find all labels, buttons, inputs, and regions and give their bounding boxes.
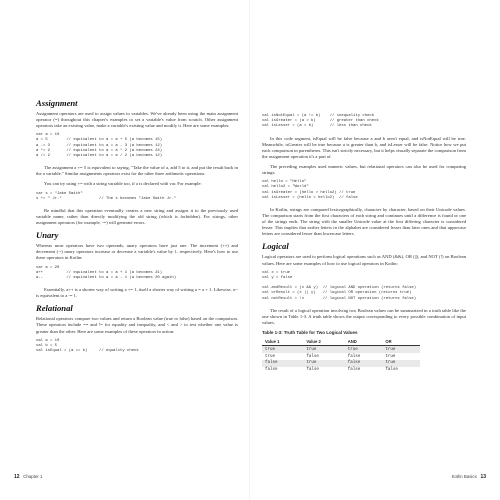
right-page [250, 0, 500, 500]
heading-unary: Unary [36, 230, 59, 241]
assignment-code-block: var a = 10 a = 5 // equivalent to a = a + 5 (a becomes 15) a -= 3 // equivalent to a = a - 3 (a becomes 12) a *= 2 // equivalent to a = a * 2 (a becomes 24) a /= 2 // equivalent to a = a / 2 (a becomes 12) [36, 133, 163, 159]
heading-logical: Logical [262, 241, 289, 252]
string-assignment-paragraph: You can try using += with a string variable too, if a is declared with var. For example: [44, 181, 202, 187]
relational-intro-paragraph: Relational operators compare two values and return a Boolean value (true or false) based on the comparison. These operators include == and != for equality and inequality, and < and > to test whether one value is greater than the other. Here are some examples of these operators in action: [36, 316, 238, 334]
relational-explanation-paragraph: In this code segment, isEqual will be false because a and b aren't equal, and isNotEqual will be true. Meanwhile, isGreater will be true because a is greater than b, and isLesser will be false. Notice how we put each comparison in parentheses. This isn't strictly necessary, but it helps visually separate the comparison from the assignment operation it's a part of. [262, 135, 466, 159]
table-cell: true [382, 360, 420, 367]
table-row [262, 360, 420, 367]
table-cell: false [385, 368, 398, 373]
table-cell: false [347, 354, 361, 359]
table-cell: false [306, 354, 319, 359]
assignment-intro-paragraph: Assignment operators are used to assign values to variables. We've already been using the main assignment operator (=) throughout this chapter's examples to set a variable's value from scratch. Other assignment operators take an existing value, make a variable's existing value and modify it. Here are some examples: [36, 111, 238, 129]
right-running-head: Kotlin Basics [451, 474, 477, 479]
table-cell: false [347, 368, 361, 373]
table-cell: true [303, 360, 344, 367]
table-cell: true [265, 354, 276, 359]
string-mutability-paragraph: Be mindful that this operation eventually creates a new string and assigns it to the previously used variable name, rather than directly modifying the old string (which is forbidden). For strings, other assignment operators (for example, -=) will generate errors. [36, 207, 238, 226]
string-assignment-code-block: var s = "Jake Smith" s += " Jr." // The s becomes "Jake Smith Jr." [36, 191, 177, 201]
table-cell: false [345, 360, 383, 367]
string-comparison-code-block: val hello = "Hello" val hello2 = "World" val isGreater = (hello > hello2) // true val isLesser = (hello < hello2) // false [262, 180, 358, 200]
right-page-number: 13 [480, 474, 486, 480]
table-cell: true [345, 346, 383, 353]
lexicographic-paragraph: In Kotlin, strings are compared lexicographically, character by character, based on their Unicode values. The comparison starts from the first characters of each string and continues until a difference is found or one of the strings ends. The string with the smaller Unicode value at the first differing character is considered lesser. This implies that earlier letters in the alphabet are considered lesser than later ones and that uppercase letters are considered lesser than lowercase letters. [262, 206, 466, 237]
table-row [262, 353, 420, 360]
table-cell: true [385, 354, 396, 359]
unary-intro-paragraph: Whereas most operators have two operands, unary operators have just one. The increment (++) and decrement (--) unary operators increase or decrease a variable's value by 1, respectively. Here's how to use these operators in Kotlin: [36, 243, 238, 261]
string-comparison-intro-paragraph: The preceding examples used numeric values, but relational operators can also be used for comparing strings: [262, 163, 466, 176]
unary-code-block: var a = 20 a++ // equivalent to a = a + 1 (a becomes 21) a-- // equivalent to a = a - 1 (a becomes 20 again) [36, 265, 177, 280]
logical-intro-paragraph: Logical operators are used to perform logical operations such as AND (&&), OR (||), and NOT (!) on Boolean values. Here are some examples of how to use logical operators in Kotlin: [262, 254, 466, 266]
left-folio [14, 474, 43, 480]
table-header-cell: Value 1 [262, 337, 303, 346]
table-cell: true [262, 346, 303, 353]
unary-explanation-paragraph: Essentially, a++ is a shorter way of writing a += 1, itself a shorter way of writing a = a + 1. Likewise, a-- is equivalent to a -= 1. [36, 287, 238, 299]
heading-relational: Relational [36, 303, 73, 314]
relational-code-continued: val isNotEqual = (a != b) // inequality check val isGreater = (a > b) // greater than check val isLesser = (a < b) // less than check [262, 114, 379, 129]
left-page-number: 12 [14, 474, 20, 480]
heading-assignment: Assignment [36, 98, 78, 108]
left-running-head: Chapter 1 [23, 474, 43, 479]
table-cell: true [303, 346, 344, 353]
table-cell: true [382, 346, 420, 353]
table-cell: false [265, 368, 278, 373]
table-cell: false [262, 360, 303, 367]
truth-table-caption: Table 1-3: Truth Table for Two Logical Values [262, 330, 358, 336]
table-header-cell: AND [345, 337, 383, 346]
logical-code-block: val x = true val y = false val andResult = (x && y) // logical AND operation (returns false) val orResult = (x || y) // logical OR operation (returns true) val notResult = !x // logical NOT operation (returns false) [262, 270, 417, 301]
relational-code-block: val a = 10 val b = 5 val isEqual = (a == b) // equality check [36, 338, 139, 354]
truth-table [262, 337, 420, 373]
right-folio [452, 474, 486, 480]
table-row [262, 346, 420, 353]
table-row [262, 367, 420, 374]
truth-table-intro-paragraph: The result of a logical operation involving two Boolean values can be summarized in a truth table like the one shown in Table 1-3. A truth table shows the output corresponding to every possible combination of input values. [262, 307, 466, 326]
table-header-cell: OR [382, 337, 420, 346]
table-cell: false [306, 368, 319, 373]
assignment-explanation-paragraph: The assignment a += 5 is equivalent to saying, "Take the value of a, add 5 to it, and put the result back in the a variable." Similar assignments operators exist for the other three arithmetic operations. [36, 165, 238, 177]
table-header-cell: Value 2 [303, 337, 344, 346]
truth-table-header-row [262, 337, 420, 346]
